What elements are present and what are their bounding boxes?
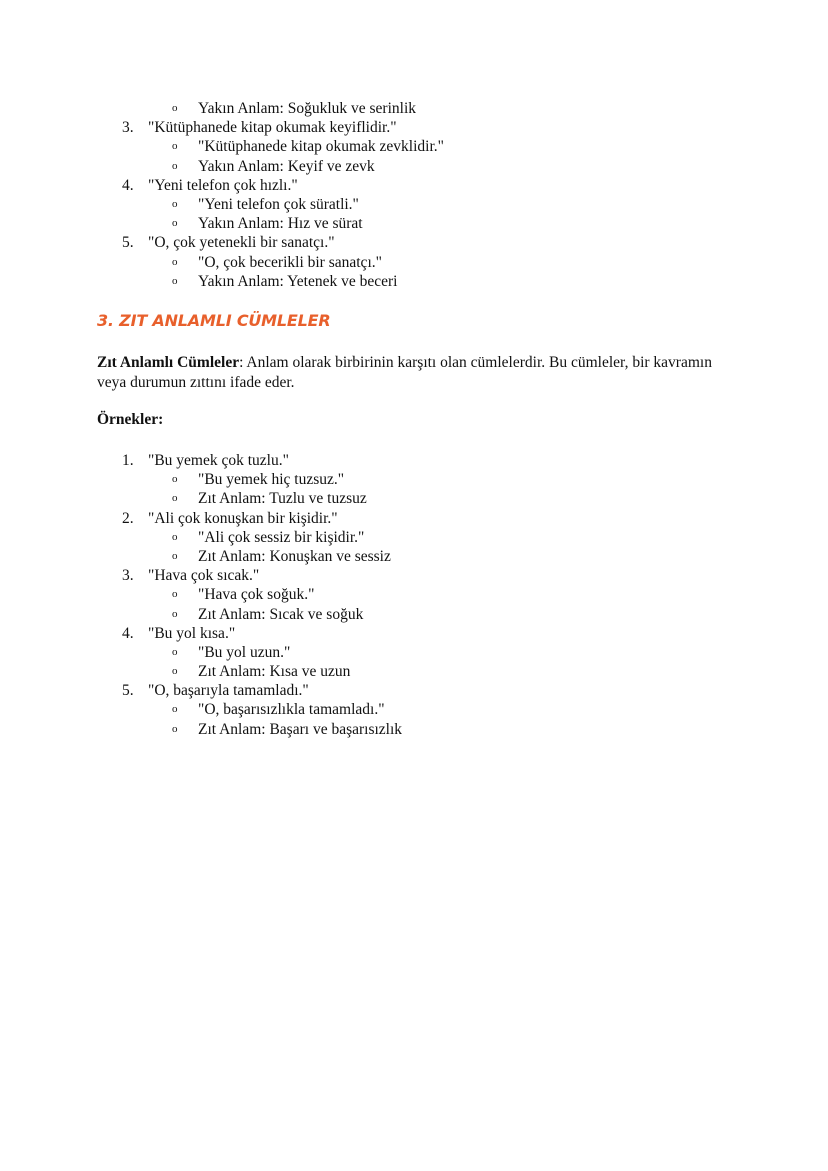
hollow-bullet-icon: o: [172, 473, 178, 486]
sub-item-text: "O, çok becerikli bir sanatçı.": [198, 253, 382, 271]
sub-item-text: Zıt Anlam: Başarı ve başarısızlık: [198, 720, 403, 738]
list-number: 3.: [122, 119, 134, 137]
list-item-text: "Ali çok konuşkan bir kişidir.": [148, 509, 338, 527]
list-item-text: "Bu yol kısa.": [148, 624, 236, 642]
list-number: 1.: [122, 452, 134, 469]
sub-list-item: [0, 157, 828, 176]
list-item-text: "Bu yemek çok tuzlu.": [148, 452, 289, 469]
sub-list-item: [0, 489, 828, 508]
hollow-bullet-icon: o: [172, 665, 178, 678]
sub-item-text: "Bu yemek hiç tuzsuz.": [198, 471, 345, 489]
hollow-bullet-icon: o: [172, 549, 178, 562]
sub-list-item: [0, 195, 828, 214]
numbered-list-item: [0, 509, 828, 528]
sub-list-item: [0, 272, 828, 291]
sub-item-text: "Ali çok sessiz bir kişidir.": [198, 528, 365, 546]
hollow-bullet-icon: o: [172, 588, 178, 601]
sub-item-text: "Yeni telefon çok süratli.": [198, 195, 359, 213]
definition-term: Zıt Anlamlı Cümleler: [97, 354, 240, 371]
sub-list-item: [0, 720, 828, 739]
list-item-text: "Yeni telefon çok hızlı.": [148, 176, 298, 194]
list-item-text: "Kütüphanede kitap okumak keyiflidir.": [148, 119, 397, 137]
sub-item-text: Zıt Anlam: Tuzlu ve tuzsuz: [198, 490, 367, 508]
sub-item-text: "Bu yol uzun.": [198, 643, 291, 661]
list-item-text: "Hava çok sıcak.": [148, 567, 260, 585]
numbered-list-item: [0, 681, 828, 700]
sub-item-text: "O, başarısızlıkla tamamladı.": [198, 701, 385, 719]
numbered-list-item: [0, 566, 828, 585]
list-item-text: "O, çok yetenekli bir sanatçı.": [148, 234, 335, 252]
list-item-text: "O, başarıyla tamamladı.": [148, 682, 309, 700]
list-number: 5.: [122, 234, 134, 252]
hollow-bullet-icon: o: [172, 492, 178, 505]
hollow-bullet-icon: o: [172, 722, 178, 735]
hollow-bullet-icon: o: [172, 530, 178, 543]
hollow-bullet-icon: o: [172, 607, 178, 620]
sub-item-text: Zıt Anlam: Sıcak ve soğuk: [198, 605, 364, 623]
definition-paragraph: [97, 353, 737, 392]
sub-list-item: [0, 547, 828, 566]
numbered-list-item: [0, 118, 828, 137]
list-number: 5.: [122, 682, 134, 700]
hollow-bullet-icon: o: [172, 159, 178, 172]
sub-list-item: [0, 700, 828, 719]
sub-list-item: [0, 99, 828, 118]
numbered-list-item: [0, 176, 828, 195]
sub-item-text: "Kütüphanede kitap okumak zevklidir.": [198, 138, 444, 156]
hollow-bullet-icon: o: [172, 197, 178, 210]
hollow-bullet-icon: o: [172, 274, 178, 287]
definition-text: : Anlam olarak birbirinin karşıtı olan cümlelerdir. Bu cümleler, bir kavramın veya durumun zıttını ifade eder.: [97, 354, 712, 391]
sub-item-text: "Hava çok soğuk.": [198, 586, 315, 604]
section-heading: 3. ZIT ANLAMLI CÜMLELER: [97, 311, 331, 330]
list-number: 3.: [122, 567, 134, 585]
numbered-list-item: [0, 451, 828, 470]
sub-list-item: [0, 253, 828, 272]
list-number: 4.: [122, 624, 134, 642]
sub-list-item: [0, 137, 828, 156]
sub-list-item: [0, 214, 828, 233]
hollow-bullet-icon: o: [172, 102, 178, 114]
sub-item-text: Yakın Anlam: Soğukluk ve serinlik: [198, 100, 417, 117]
sub-list-item: [0, 528, 828, 547]
list-number: 2.: [122, 509, 134, 527]
list-number: 4.: [122, 176, 134, 194]
hollow-bullet-icon: o: [172, 140, 178, 153]
sub-item-text: Zıt Anlam: Kısa ve uzun: [198, 663, 351, 681]
sub-list-item: [0, 605, 828, 624]
numbered-list-item: [0, 233, 828, 252]
hollow-bullet-icon: o: [172, 703, 178, 716]
sub-item-text: Yakın Anlam: Yetenek ve beceri: [198, 272, 398, 290]
sub-item-text: Yakın Anlam: Hız ve sürat: [198, 215, 363, 233]
hollow-bullet-icon: o: [172, 217, 178, 230]
sub-item-text: Yakın Anlam: Keyif ve zevk: [198, 157, 375, 175]
sub-list-item: [0, 662, 828, 681]
sub-item-text: Zıt Anlam: Konuşkan ve sessiz: [198, 547, 391, 565]
near-meaning-examples-list: [0, 99, 828, 291]
sub-list-item: [0, 585, 828, 604]
opposite-meaning-examples-list: [0, 451, 828, 739]
numbered-list-item: [0, 624, 828, 643]
hollow-bullet-icon: o: [172, 255, 178, 268]
hollow-bullet-icon: o: [172, 645, 178, 658]
sub-list-item: [0, 470, 828, 489]
sub-list-item: [0, 643, 828, 662]
examples-label: Örnekler:: [97, 411, 164, 428]
